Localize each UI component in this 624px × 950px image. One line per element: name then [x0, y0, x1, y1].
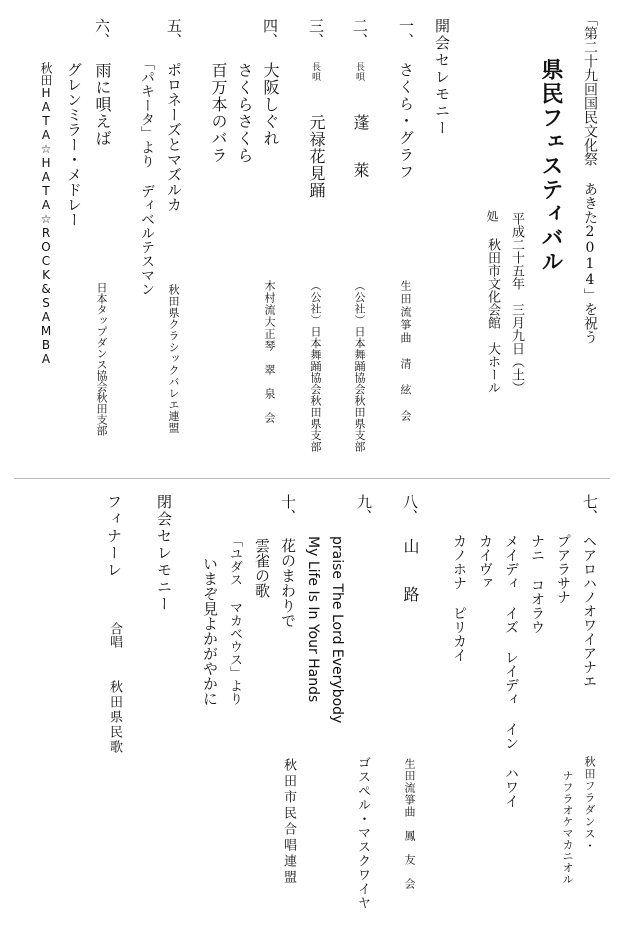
item-number: 五、 [165, 18, 183, 48]
item-number: 八、 [401, 494, 419, 524]
finale-song: 秋田県民歌 [107, 680, 122, 755]
opening-ceremony: 開会セレモニー [433, 18, 451, 137]
item-performer: （公社）日本舞踊協会秋田県支部 [309, 280, 322, 453]
item-number: 六、 [93, 18, 111, 48]
item-number: 九、 [355, 494, 373, 524]
item-performer: 日本タップダンス協会秋田支部 [95, 282, 108, 436]
item-genre: 長唄 [310, 62, 320, 82]
item-number: 一、 [397, 18, 415, 48]
item-number: 二、 [351, 18, 369, 48]
item-title: カイヴァ [477, 534, 493, 590]
item-title: ヘアロハノオワイアナエ [581, 534, 597, 688]
item-title: 元禄花見踊 [307, 114, 326, 199]
festival-subtitle: 「第二十九回国民文化祭 あきた2014」を祝う [582, 12, 598, 344]
event-date: 平成二十五年 三月九日（土） [509, 212, 524, 394]
venue-label: 処 [485, 210, 499, 222]
item-performer: 生田流箏曲 鳳 友 会 [403, 758, 416, 890]
item-genre: 長唄 [354, 62, 364, 82]
item-title: 「ユダス マカベウス」より [227, 534, 242, 705]
item-title: 百万本のバラ [209, 62, 228, 164]
item-title: praise The Lord Everybody [329, 536, 345, 724]
item-performer: ゴスペル・マスクワイヤ [355, 756, 370, 910]
finale-title: フィナーレ [105, 494, 123, 579]
event-venue: 秋田市文化会館 大ホール [485, 238, 500, 394]
item-title: プアラサナ [555, 534, 571, 604]
item-title: ナニ コオラウ [529, 534, 545, 634]
item-title: 山 路 [401, 538, 420, 602]
item-performer: 秋田県クラシックバレエ連盟 [167, 284, 180, 434]
item-title: さくら・グラフ [397, 62, 415, 181]
item-number: 三、 [307, 18, 325, 48]
item-title: グレンミラー・メドレー [65, 62, 83, 227]
item-title: 大阪しぐれ [261, 62, 280, 147]
section-divider [14, 478, 610, 479]
page-title: 県民フェスティバル [538, 58, 564, 274]
item-performer: （公社）日本舞踊協会秋田県支部 [353, 280, 366, 453]
item-title: ポロネーズとマズルカ [165, 62, 183, 212]
item-title: 雲雀の歌 [253, 538, 271, 598]
item-number: 四、 [261, 18, 279, 48]
item-title: メイディ イズ レイディ イン ハワイ [503, 534, 519, 808]
item-performer: 秋田フラダンス・ [583, 756, 596, 852]
item-performer: 秋田市民合唱連盟 [281, 758, 296, 886]
item-performer: 生田流箏曲 清 絃 会 [399, 280, 412, 423]
item-title: 「パキータ」より ディベルテスマン [139, 56, 155, 296]
item-performer: 木村流大正琴 翠 泉 会 [263, 280, 276, 424]
item-title: 秋田HATA☆HATA☆ROCK&SAMBA [39, 62, 53, 366]
item-title: My Life Is In Your Hands [305, 536, 321, 703]
closing-ceremony: 閉会セレモニー [155, 494, 173, 613]
item-title: いまぞ見よかがやかに [201, 556, 219, 706]
item-title: 花のまわりで [279, 538, 297, 628]
finale-type: 合唱 [107, 622, 122, 648]
item-number: 十、 [279, 494, 297, 524]
item-title: さくらさくら [235, 62, 254, 164]
item-title: カノホナ ピリカイ [451, 534, 467, 662]
item-title: 蓬 萊 [351, 114, 370, 178]
item-number: 七、 [581, 494, 599, 524]
item-performer: ナフラオケマカニオル [561, 770, 574, 885]
item-title: 雨に唄えば [93, 62, 112, 147]
